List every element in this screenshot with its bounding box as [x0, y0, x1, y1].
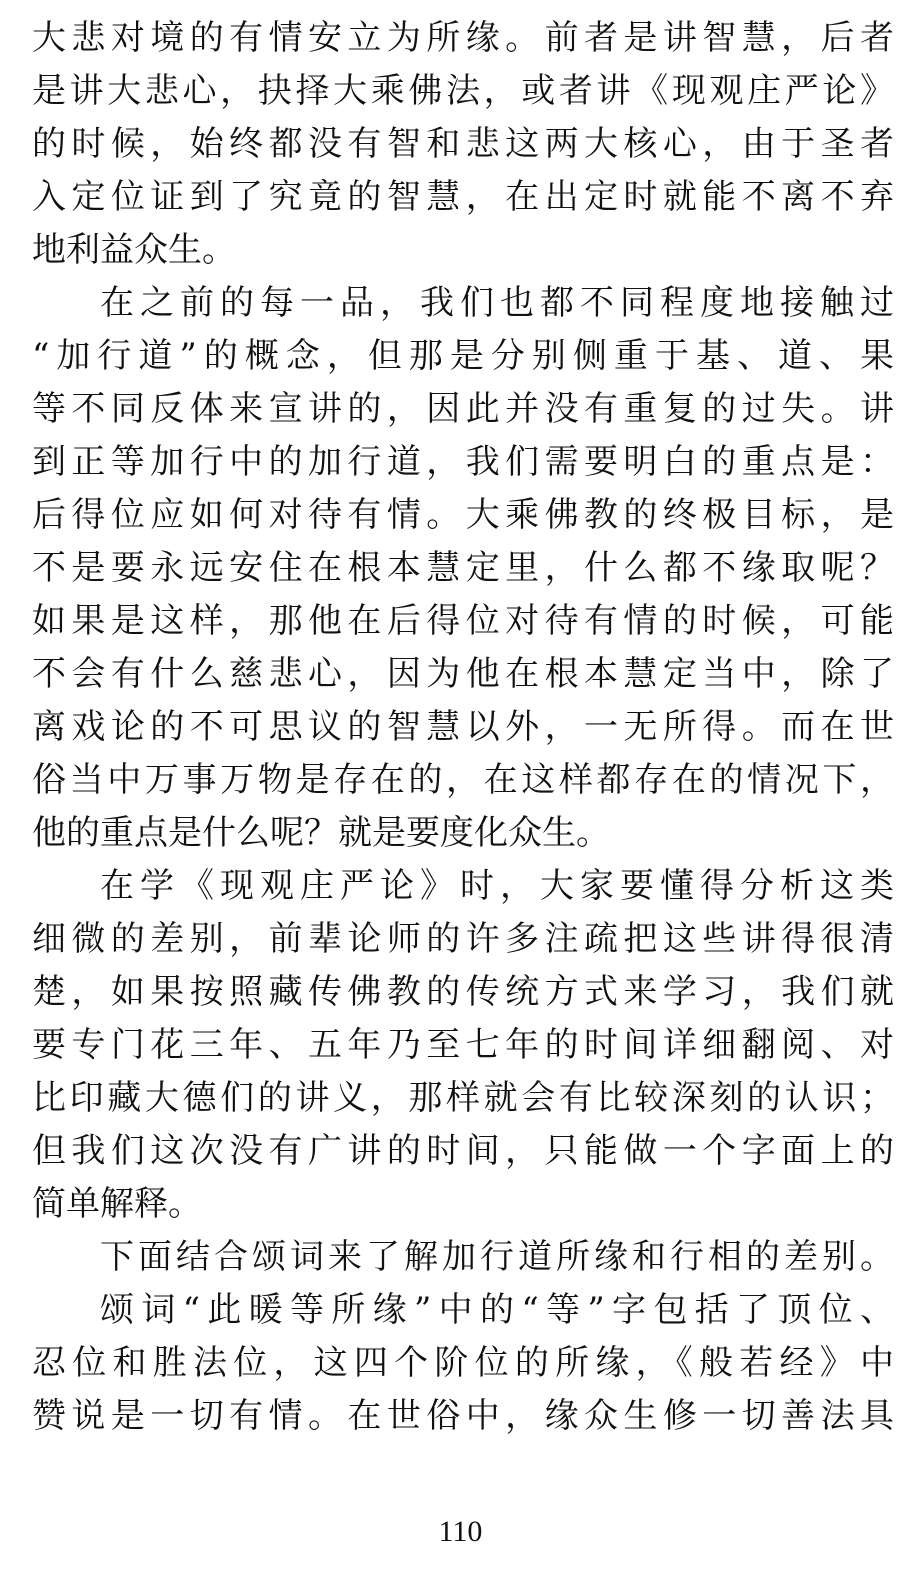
text-line: 赞说是一切有情。在世俗中，缘众生修一切善法具 — [32, 1396, 894, 1436]
text-line: 但我们这次没有广讲的时间，只能做一个字面上的 — [32, 1131, 894, 1171]
text-line: 楚，如果按照藏传佛教的传统方式来学习，我们就 — [32, 972, 894, 1012]
page-number: 110 — [438, 1515, 483, 1548]
text-line: 要专门花三年、五年乃至七年的时间详细翻阅、对 — [32, 1025, 894, 1065]
text-line: 他的重点是什么呢？就是要度化众生。 — [32, 813, 610, 853]
text-line: 地利益众生。 — [32, 230, 236, 270]
text-line: 如果是这样，那他在后得位对待有情的时候，可能 — [32, 601, 894, 641]
paragraph-first-line: 在学《现观庄严论》时，大家要懂得分析这类 — [100, 866, 894, 906]
paragraph-first-line: 颂词“此暖等所缘”中的“等”字包括了顶位、 — [100, 1290, 894, 1330]
text-line: 离戏论的不可思议的智慧以外，一无所得。而在世 — [32, 707, 894, 747]
text-line: 是讲大悲心，抉择大乘佛法，或者讲《现观庄严论》 — [32, 71, 894, 111]
text-line: 的时候，始终都没有智和悲这两大核心，由于圣者 — [32, 124, 894, 164]
text-line: 到正等加行中的加行道，我们需要明白的重点是： — [32, 442, 894, 482]
text-line: 入定位证到了究竟的智慧，在出定时就能不离不弃 — [32, 177, 894, 217]
text-line: 比印藏大德们的讲义，那样就会有比较深刻的认识； — [32, 1078, 894, 1118]
text-line: 不是要永远安住在根本慧定里，什么都不缘取呢？ — [32, 548, 894, 588]
text-line: 不会有什么慈悲心，因为他在根本慧定当中，除了 — [32, 654, 894, 694]
text-line: 简单解释。 — [32, 1184, 202, 1224]
text-line: “加行道”的概念，但那是分别侧重于基、道、果 — [32, 336, 894, 376]
text-line: 细微的差别，前辈论师的许多注疏把这些讲得很清 — [32, 919, 894, 959]
text-line: 大悲对境的有情安立为所缘。前者是讲智慧，后者 — [32, 18, 894, 58]
text-line: 俗当中万事万物是存在的，在这样都存在的情况下， — [32, 760, 894, 800]
text-line: 忍位和胜法位，这四个阶位的所缘，《般若经》中 — [32, 1343, 894, 1383]
text-line: 后得位应如何对待有情。大乘佛教的终极目标，是 — [32, 495, 894, 535]
paragraph-first-line: 在之前的每一品，我们也都不同程度地接触过 — [100, 283, 894, 323]
text-line: 等不同反体来宣讲的，因此并没有重复的过失。讲 — [32, 389, 894, 429]
body-text — [32, 12, 894, 1443]
paragraph-first-line: 下面结合颂词来了解加行道所缘和行相的差别。 — [100, 1237, 894, 1277]
